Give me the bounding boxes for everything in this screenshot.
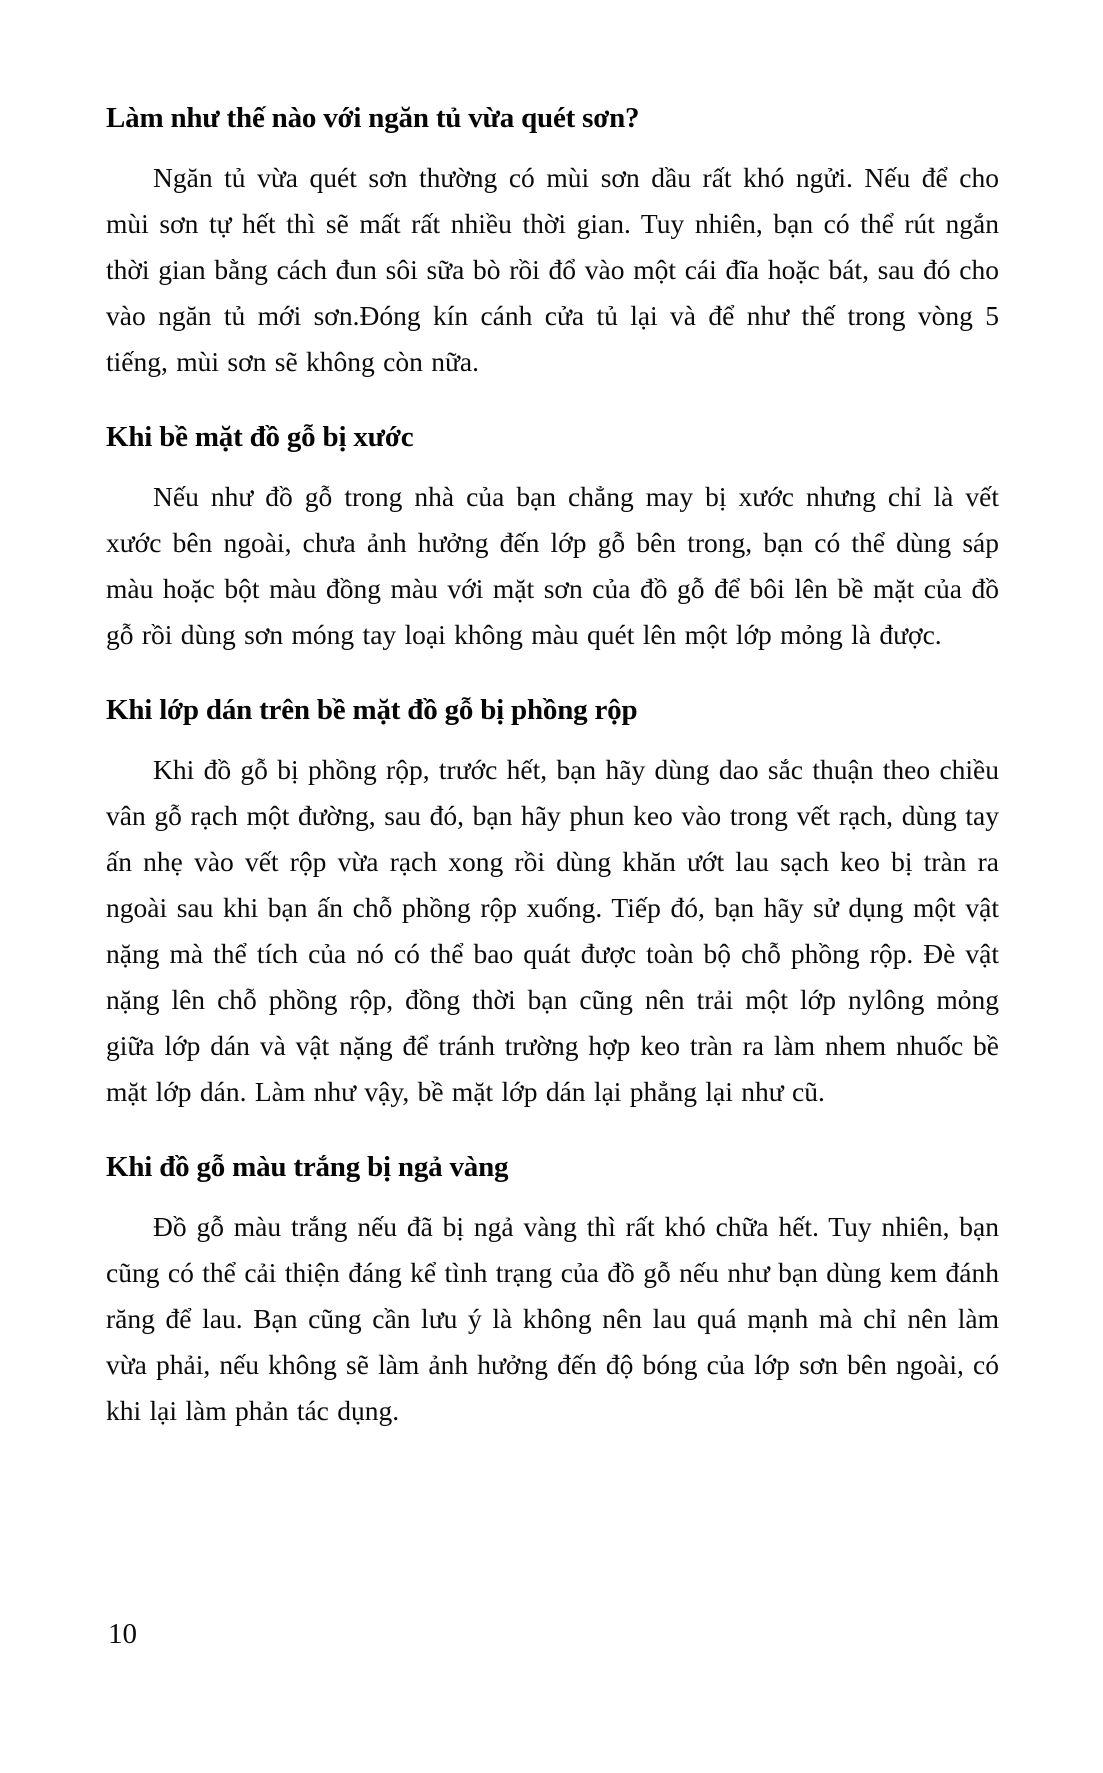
section-paragraph: Đồ gỗ màu trắng nếu đã bị ngả vàng thì rất khó chữa hết. Tuy nhiên, bạn cũng có thể cải thiện đáng kể tình trạng của đồ gỗ nếu như bạn dùng kem đánh răng để lau. Bạn cũng cần lưu ý là không nên lau quá mạnh mà chỉ nên làm vừa phải, nếu không sẽ làm ảnh hưởng đến độ bóng của lớp sơn bên ngoài, có khi lại làm phản tác dụng. (106, 1211, 999, 1426)
section-heading: Khi bề mặt đồ gỗ bị xước (106, 421, 414, 453)
section-scratched-wood-surface (106, 415, 999, 658)
section-freshly-painted-cabinet (106, 96, 999, 385)
section-paragraph: Khi đồ gỗ bị phồng rộp, trước hết, bạn hãy dùng dao sắc thuận theo chiều vân gỗ rạch một đường, sau đó, bạn hãy phun keo vào trong vết rạch, dùng tay ấn nhẹ vào vết rộp vừa rạch xong rồi dùng khăn ướt lau sạch keo bị tràn ra ngoài sau khi bạn ấn chỗ phồng rộp xuống. Tiếp đó, bạn hãy sử dụng một vật nặng mà thể tích của nó có thể bao quát được toàn bộ chỗ phồng rộp. Đè vật nặng lên chỗ phồng rộp, đồng thời bạn cũng nên trải một lớp nylông mỏng giữa lớp dán và vật nặng để tránh trường hợp keo tràn ra làm nhem nhuốc bề mặt lớp dán. Làm như vậy, bề mặt lớp dán lại phẳng lại như cũ. (106, 754, 999, 1107)
section-paragraph: Nếu như đồ gỗ trong nhà của bạn chẳng may bị xước nhưng chỉ là vết xước bên ngoài, chưa ảnh hưởng đến lớp gỗ bên trong, bạn có thể dùng sáp màu hoặc bột màu đồng màu với mặt sơn của đồ gỗ để bôi lên bề mặt của đồ gỗ rồi dùng sơn móng tay loại không màu quét lên một lớp mỏng là được. (106, 481, 999, 650)
section-blistered-laminate (106, 688, 999, 1115)
section-heading: Làm như thế nào với ngăn tủ vừa quét sơn? (106, 102, 640, 134)
section-yellowed-white-wood (106, 1145, 999, 1434)
section-paragraph: Ngăn tủ vừa quét sơn thường có mùi sơn dầu rất khó ngửi. Nếu để cho mùi sơn tự hết thì sẽ mất rất nhiều thời gian. Tuy nhiên, bạn có thể rút ngắn thời gian bằng cách đun sôi sữa bò rồi đổ vào một cái đĩa hoặc bát, sau đó cho vào ngăn tủ mới sơn.Đóng kín cánh cửa tủ lại và để như thế trong vòng 5 tiếng, mùi sơn sẽ không còn nữa. (106, 162, 999, 377)
section-heading: Khi lớp dán trên bề mặt đồ gỗ bị phồng rộp (106, 694, 638, 726)
section-heading: Khi đồ gỗ màu trắng bị ngả vàng (106, 1151, 509, 1183)
page-number: 10 (108, 1618, 137, 1650)
